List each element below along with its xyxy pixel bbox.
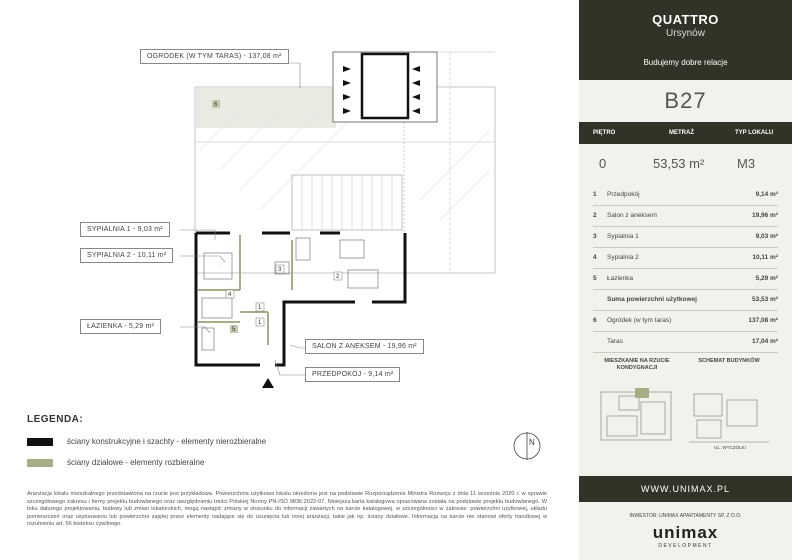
room-num: 4 — [593, 254, 597, 261]
terrace — [292, 175, 402, 230]
unimax-logo: unimax — [652, 523, 719, 542]
plan-num-3: 3 — [278, 267, 282, 273]
callout-hall: PRZEDPOKÓJ - 9,14 m² — [305, 367, 400, 382]
plan-num-1b: 1 — [258, 320, 262, 326]
room-name: Salon z aneksem — [607, 212, 657, 219]
callout-bathroom: ŁAZIENKA - 5,29 m² — [80, 319, 161, 334]
room-row — [593, 247, 778, 269]
header-area: METRAŻ — [669, 130, 694, 136]
partition-walls — [198, 235, 292, 345]
callout-living: SALON Z ANEKSEM - 19,96 m² — [305, 339, 424, 354]
room-row — [593, 184, 778, 206]
plan-num-2: 2 — [336, 274, 340, 280]
header-type: TYP LOKALU — [735, 130, 774, 136]
room-area: 9,03 m² — [755, 233, 778, 240]
room-row — [593, 310, 778, 332]
callout-bedroom1: SYPIALNIA 1 - 9,03 m² — [80, 222, 170, 237]
room-area: 19,96 m² — [751, 212, 778, 219]
room-name: Sypialnia 1 — [607, 233, 639, 240]
room-name: Sypialnia 2 — [607, 254, 639, 261]
room-num: 6 — [593, 317, 597, 324]
room-row — [593, 331, 778, 353]
summary-type: M3 — [737, 156, 756, 171]
entrance-arrow-icon — [262, 378, 274, 388]
callout-bedroom2: SYPIALNIA 2 - 10,11 m² — [80, 248, 173, 263]
brand-district: Ursynów — [666, 28, 705, 39]
summary-area: 53,53 m² — [653, 156, 705, 171]
unit-code: B27 — [664, 88, 707, 113]
room-area: 5,29 m² — [755, 275, 778, 282]
brand-tagline: Budujemy dobre relacje — [643, 58, 728, 67]
mini-schema-label: SCHEMAT BUDYNKÓW — [698, 358, 760, 364]
room-name: Ogródek (w tym taras) — [607, 317, 672, 324]
summary-floor: 0 — [599, 156, 607, 171]
unimax-logo-sub: DEVELOPMENT — [658, 543, 713, 549]
room-area: 10,11 m² — [752, 254, 778, 261]
unit-summary-row — [579, 156, 792, 178]
room-num: 2 — [593, 212, 597, 219]
mini-maps — [579, 382, 792, 452]
plan-num-4: 4 — [228, 292, 232, 298]
room-num: 3 — [593, 233, 597, 240]
legend-partition-label: ściany działowe - elementy rozbieralne — [67, 458, 205, 467]
street-label: UL. WYCZÓŁKI — [714, 445, 746, 450]
unit-header-bar — [579, 122, 792, 144]
room-row — [593, 268, 778, 290]
legend-structural-label: ściany konstrukcyjne i szachty - elementy nierozbieralne — [67, 437, 267, 446]
room-num: 1 — [593, 191, 597, 198]
room-num: 5 — [593, 275, 597, 282]
room-area: 17,04 m² — [751, 338, 778, 345]
callout-garden: OGRÓDEK (W TYM TARAS) - 137,08 m² — [140, 49, 289, 64]
plan-num-5: 5 — [232, 327, 236, 333]
investor-text: INWESTOR: UNIMAX APARTAMENTY SP. Z O.O. — [629, 513, 742, 519]
legend-partition — [27, 458, 204, 467]
room-row — [593, 205, 778, 227]
shaft-core — [362, 54, 408, 118]
unit-info-sidebar — [579, 0, 792, 560]
legend-title: LEGENDA: — [27, 414, 84, 425]
header-floor: PIĘTRO — [593, 130, 616, 136]
plan-num-6: 6 — [214, 102, 218, 108]
room-name: Suma powierzchni użytkowej — [607, 296, 697, 303]
brand-title: QUATTRO — [652, 12, 719, 27]
svg-text:N: N — [529, 438, 535, 447]
room-area: 53,53 m² — [751, 296, 778, 303]
room-name: Taras — [607, 338, 623, 345]
website-link[interactable]: WWW.UNIMAX.PL — [579, 476, 792, 502]
north-arrow-icon — [514, 432, 540, 460]
mini-plan-label: MIESZKANIE NA RZUCIE KONDYGNACJI — [604, 358, 670, 371]
plan-num-1: 1 — [258, 305, 262, 311]
mini-floor-plan — [601, 388, 671, 440]
room-area: 9,14 m² — [755, 191, 778, 198]
brand-header — [579, 0, 792, 80]
legend-swatch-structural — [27, 438, 53, 446]
legend-swatch-partition — [27, 459, 53, 467]
room-area: 137,08 m² — [748, 317, 778, 324]
room-name: Łazienka — [607, 275, 634, 282]
mini-building-schema — [689, 394, 769, 442]
room-row-total — [593, 289, 778, 311]
legend-structural — [27, 437, 266, 446]
room-row — [593, 226, 778, 248]
disclaimer-text: Aranżacja lokalu mieszkalnego przedstawiona na rzucie jest przykładowa. Powierzchnia użytkowa lokalu określona jest na podstawie Rozporządzenia Ministra Rozwoju z dnia 11 września 2020 r. w sprawie szczegółowego zakresu i formy projektu budowlanego oraz uwzględnieniu treści Polskiej Normy PN-ISO 9836:2022-07. Niniejsza karta katalogowa opracowana została na podstawie projektu budowlanego. W toku dalszego projektowania, budowy lub zmian lokatorskich, mogą nastąpić zmiany w stosunku do informacji zawartych na karcie katalogowej, w szczególności w zakresie: powierzchni użytkowej, układu pomieszczeń oraz usytuowaniu lub powierzchni zajętej przez elementy nadające się do usunięcia lub innej aranżacji, takie jak np. ściany działowe. Informacja na karcie nie stanowi oferty handlowej w rozumieniu art. 66 kodeksu cywilnego. — [27, 491, 547, 528]
room-name: Przedpokój — [607, 191, 640, 198]
